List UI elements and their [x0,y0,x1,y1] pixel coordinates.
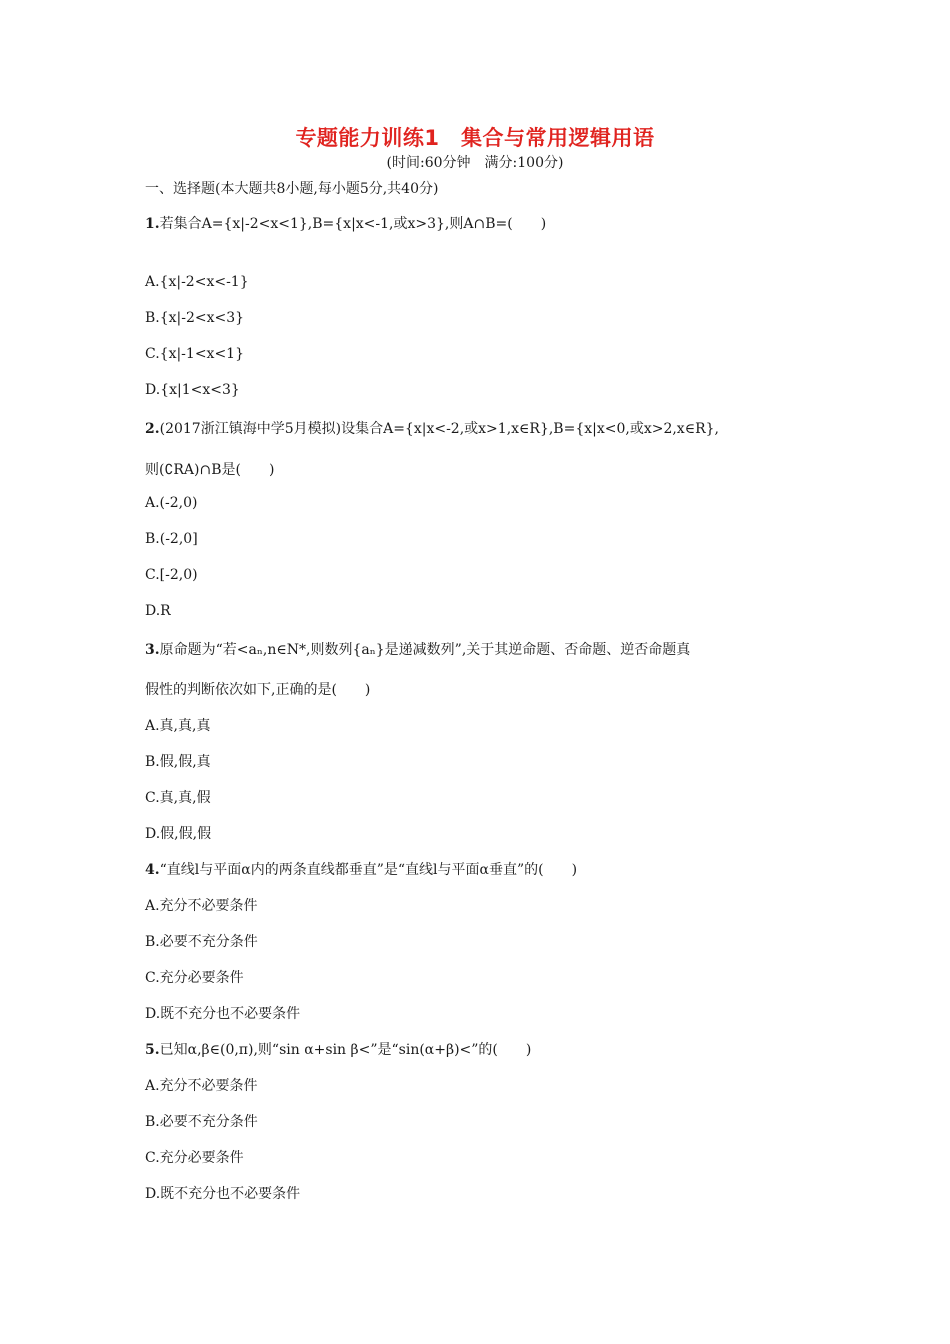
option-2a: A.(-2,0) [145,495,198,511]
question-2-line-2: 则(∁RA)∩B是( ) [145,462,275,478]
option-5a: A.充分不必要条件 [145,1078,258,1094]
question-2 [145,418,719,438]
option-4b: B.必要不充分条件 [145,934,258,950]
question-4 [145,859,577,879]
option-4d: D.既不充分也不必要条件 [145,1006,301,1022]
option-1d: D.{x|1<x<3} [145,382,240,398]
option-3a: A.真,真,真 [145,718,211,734]
option-5c: C.充分必要条件 [145,1150,244,1166]
option-2d: D.R [145,603,171,619]
option-3c: C.真,真,假 [145,790,211,806]
question-number: 1. [145,216,160,232]
option-4c: C.充分必要条件 [145,970,244,986]
question-1 [145,213,546,233]
question-5 [145,1039,531,1059]
question-number: 2. [145,421,160,437]
page-subtitle: (时间:60分钟 满分:100分) [386,155,564,171]
question-text: 若集合A={x|-2<x<1},B={x|x<-1,或x>3},则A∩B=( ) [159,216,547,232]
option-5d: D.既不充分也不必要条件 [145,1186,301,1202]
question-number: 5. [145,1042,160,1058]
question-text: 已知α,β∈(0,π),则“sin α+sin β<”是“sin(α+β)<”的( ) [159,1042,532,1058]
section-heading: 一、选择题(本大题共8小题,每小题5分,共40分) [145,181,439,197]
page-title: 专题能力训练1 集合与常用逻辑用语 [295,126,655,150]
option-1b: B.{x|-2<x<3} [145,310,245,326]
option-1a: A.{x|-2<x<-1} [145,274,249,290]
option-3d: D.假,假,假 [145,826,212,842]
option-5b: B.必要不充分条件 [145,1114,258,1130]
question-number: 4. [145,862,160,878]
question-3-line-2: 假性的判断依次如下,正确的是( ) [145,682,371,698]
question-text: (2017浙江镇海中学5月模拟)设集合A={x|x<-2,或x>1,x∈R},B={x|x<0,或x>2,x∈R}, [159,421,719,437]
question-number: 3. [145,642,160,658]
option-3b: B.假,假,真 [145,754,211,770]
option-2b: B.(-2,0] [145,531,198,547]
question-text: 原命题为“若<aₙ,n∈N*,则数列{aₙ}是递减数列”,关于其逆命题、否命题、逆否命题真 [159,642,691,658]
question-text: “直线l与平面α内的两条直线都垂直”是“直线l与平面α垂直”的( ) [159,862,578,878]
question-3 [145,639,690,659]
option-4a: A.充分不必要条件 [145,898,258,914]
option-1c: C.{x|-1<x<1} [145,346,244,362]
option-2c: C.[-2,0) [145,567,198,583]
